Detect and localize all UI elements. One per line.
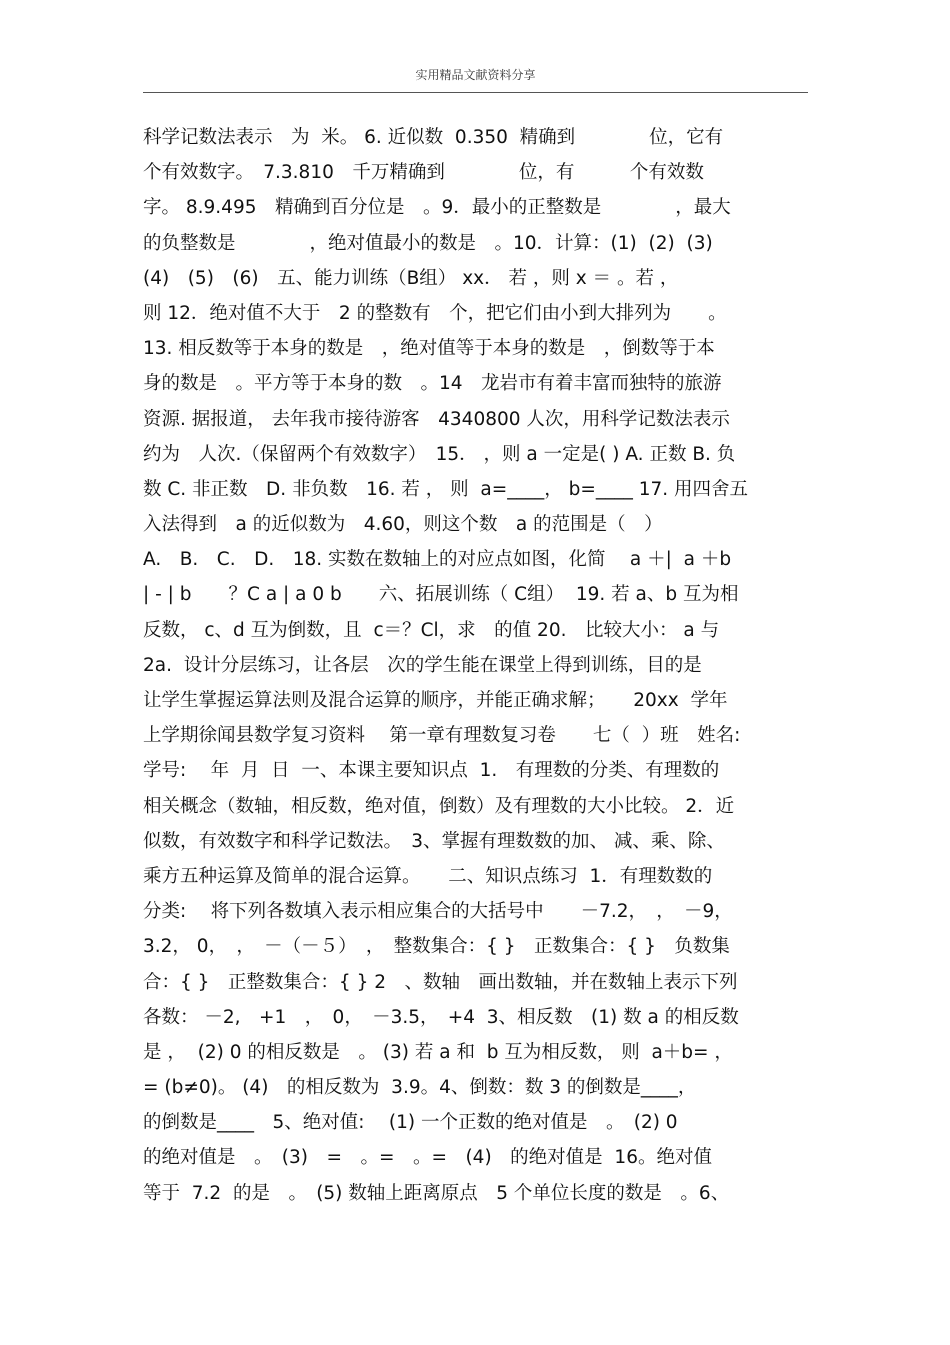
- text-line: 的绝对值是 。 (3) = 。= 。= (4) 的绝对值是 16。绝对值: [143, 1147, 712, 1169]
- text-line: 字。 8.9.495 精确到百分位是 。9．最小的正整数是 ，最大: [143, 197, 731, 219]
- text-line: 让学生掌握运算法则及混合运算的顺序，并能正确求解； 20xx 学年: [143, 690, 728, 711]
- text-line: 合：{ } 正整数集合：{ } 2 、数轴 画出数轴，并在数轴上表示下列: [143, 971, 738, 993]
- text-line: (4) (5) (6) 五、能力训练（B组） xx． 若 ，则 x ＝ 。若 ，: [143, 267, 679, 289]
- text-line: 相关概念（数轴，相反数，绝对值，倒数）及有理数的大小比较。 2．近: [143, 795, 735, 817]
- page-header: 实用精品文献资料分享: [415, 68, 536, 82]
- text-line: 入法得到 a 的近似数为 4.60，则这个数 a 的范围是（ ）: [143, 514, 663, 536]
- text-line: 个有效数字。 7.3.810 千万精确到 位，有 个有效数: [143, 162, 704, 184]
- text-line: 是 ， (2) 0 的相反数是 。 (3) 若 a 和 b 互为相反数， 则 a＋b= ，: [143, 1041, 733, 1063]
- header-divider: [143, 92, 808, 93]
- text-line: 13. 相反数等于本身的数是 ，绝对值等于本身的数是 ，倒数等于本: [143, 338, 715, 360]
- text-line: 资源. 据报道， 去年我市接待游客 4340800 人次，用科学记数法表示: [143, 408, 730, 430]
- text-line: 2a. 设计分层练习，让各层 次的学生能在课堂上得到训练，目的是: [143, 654, 702, 676]
- text-line: 的负整数是 ，绝对值最小的数是 。10．计算：(1) (2) (3): [143, 232, 713, 254]
- text-line: A. B. C. D. 18. 实数在数轴上的对应点如图，化简 a ＋| a ＋b: [143, 549, 732, 571]
- text-line: 数 C. 非正数 D. 非负数 16. 若 ， 则 a=____， b=____ 17. 用四舍五: [143, 478, 749, 500]
- document-body: [143, 120, 808, 1211]
- text-line: 的倒数是____ 5、绝对值: (1) 一个正数的绝对值是 。 (2) 0: [143, 1112, 678, 1134]
- text-line: 等于 7.2 的是 。 (5) 数轴上距离原点 5 个单位长度的数是 。6、: [143, 1182, 730, 1204]
- text-line: 则 12．绝对值不大于 2 的整数有 个，把它们由小到大排列为 。: [143, 302, 727, 324]
- text-line: 上学期徐闻县数学复习资料 第一章有理数复习卷 七（ ）班 姓名:: [143, 725, 741, 747]
- text-line: 乘方五种运算及简单的混合运算。 二、知识点练习 1．有理数数的: [143, 865, 713, 887]
- text-line: 约为 人次.（保留两个有效数字） 15． ，则 a 一定是( ) A. 正数 B. 负: [143, 443, 736, 465]
- text-line: = (b≠0)。 (4) 的相反数为 3.9。4、倒数：数 3 的倒数是____，: [143, 1077, 697, 1099]
- text-line: 各数： －2, +1 ， 0， －3.5， +4 3、相反数 (1) 数 a 的相反数: [143, 1006, 739, 1028]
- text-line: 学号: 年 月 日 一、本课主要知识点 1. 有理数的分类、有理数的: [143, 760, 720, 782]
- text-line: | - | b ？C a | a 0 b 六、拓展训练（ C组） 19. 若 a、b 互为相: [143, 584, 739, 606]
- text-line: 身的数是 。平方等于本身的数 。14 龙岩市有着丰富而独特的旅游: [143, 373, 722, 395]
- text-line: 科学记数法表示 为 米。 6. 近似数 0.350 精确到 位，它有: [143, 127, 724, 148]
- text-line: 3.2， 0， ， －（－５） ， 整数集合：{ } 正数集合：{ } 负数集: [143, 936, 730, 958]
- text-line: 反数， c、d 互为倒数，且 c＝？Cl，求 的值 20. 比较大小： a 与: [143, 619, 720, 641]
- text-line: 分类: 将下列各数填入表示相应集合的大括号中 －7.2， ， －9，: [143, 901, 733, 923]
- text-line: 似数，有效数字和科学记数法。 3、掌握有理数数的加、 减、乘、除、: [143, 830, 725, 852]
